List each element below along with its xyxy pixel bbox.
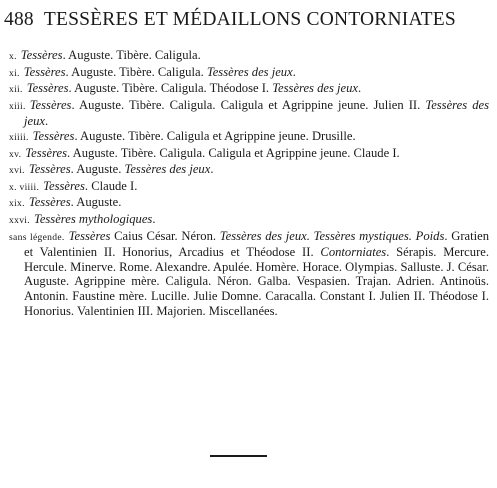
entry-italic-text: Tessères des jeux: [272, 81, 359, 96]
page-title: TESSÈRES ET MÉDAILLONS CONTORNIATES: [43, 9, 456, 30]
entry-italic-text: Tessères des jeux. Tessères mystiques. Poids: [219, 228, 445, 243]
entry-text: .: [44, 114, 49, 129]
entry-text: . Auguste. Tibère. Caligula. Caligula et Agrippine jeune. Julien II.: [71, 97, 426, 112]
index-entry: [9, 48, 489, 65]
entry-text: . Auguste. Tibère. Caligula. Théodose I.: [68, 81, 273, 96]
entry-italic-text: Tessères des jeux: [206, 64, 293, 79]
entry-numeral: xii.: [9, 84, 23, 96]
entry-italic-text: Tessères: [26, 81, 69, 96]
index-entry: [9, 146, 489, 163]
entry-numeral: xvi.: [9, 165, 25, 177]
entry-text: . Auguste.: [70, 195, 122, 210]
entry-italic-text: Tessères des jeux: [24, 97, 489, 129]
entry-numeral: x.: [9, 51, 17, 62]
entry-numeral: xxvi.: [9, 214, 30, 226]
entry-text: . Sérapis. Mercure. Hercule. Minerve. Rome. Alexandre. Apulée. Homère. Horace. Olympias. Salluste. J. César. Auguste. Agrippine mère. Caligula. Néron. Galba. Vespasien. Trajan. Adrien. Antinoüs. Antonin. Faustine mère. Lucille. Julie Domne. Caracalla. Constant I. Julien II. Théodose I. Honorius. Valentinien III. Majorien. Miscellanées.: [24, 245, 490, 318]
entry-text: . Claude I.: [84, 178, 138, 193]
entry-text: . Gratien et Valentinien II. Honorius, Arcadius et Théodose II.: [24, 228, 489, 260]
index-entry: [9, 81, 489, 98]
running-header: [4, 9, 494, 31]
entry-numeral: sans légende.: [9, 231, 65, 243]
index-entry: [9, 162, 489, 179]
entry-numeral: xv.: [9, 148, 22, 160]
entry-italic-text: Tessères: [20, 48, 63, 62]
index-entry: [9, 229, 489, 319]
page-number: 488: [4, 9, 34, 30]
entry-numeral: xiiii.: [9, 131, 29, 143]
entry-text: . Auguste. Tibère. Caligula et Agrippine jeune. Drusille.: [74, 128, 356, 143]
entry-text: . Auguste.: [70, 162, 125, 177]
entry-italic-text: Tessères mythologiques: [33, 211, 153, 226]
entry-text: . Auguste. Tibère. Caligula.: [65, 64, 207, 79]
index-entry: [9, 195, 489, 212]
entry-text: .: [292, 64, 296, 79]
index-entries: [9, 48, 489, 318]
closing-rule: [210, 455, 267, 457]
entry-italic-text: Tessères: [43, 178, 85, 193]
entry-numeral: xi.: [9, 67, 20, 79]
entry-italic-text: Tessères: [23, 64, 66, 79]
entry-italic-text: Tessères: [68, 228, 111, 243]
entry-text: . Auguste. Tibère. Caligula. Caligula et Agrippine jeune. Claude I.: [67, 145, 400, 160]
entry-italic-text: Contorniates: [320, 245, 387, 260]
entry-numeral: xix.: [9, 198, 25, 210]
entry-italic-text: Tessères: [28, 162, 71, 177]
entry-numeral: xiii.: [9, 100, 26, 112]
index-entry: [9, 129, 489, 146]
index-entry: [9, 212, 489, 229]
entry-italic-text: Tessères des jeux: [124, 162, 211, 177]
entry-italic-text: Tessères: [28, 195, 71, 210]
entry-text: .: [210, 162, 214, 177]
index-entry: [9, 98, 489, 129]
entry-text: .: [152, 211, 156, 226]
entry-text: .: [358, 81, 362, 96]
entry-italic-text: Tessères: [25, 145, 68, 160]
index-entry: [9, 65, 489, 82]
entry-italic-text: Tessères: [32, 128, 75, 143]
entry-numeral: x. viiii.: [9, 181, 40, 193]
entry-italic-text: Tessères: [29, 97, 72, 112]
index-entry: [9, 179, 489, 196]
entry-text: . Auguste. Tibère. Caligula.: [62, 48, 201, 62]
entry-text: Caius César. Néron.: [110, 228, 220, 243]
